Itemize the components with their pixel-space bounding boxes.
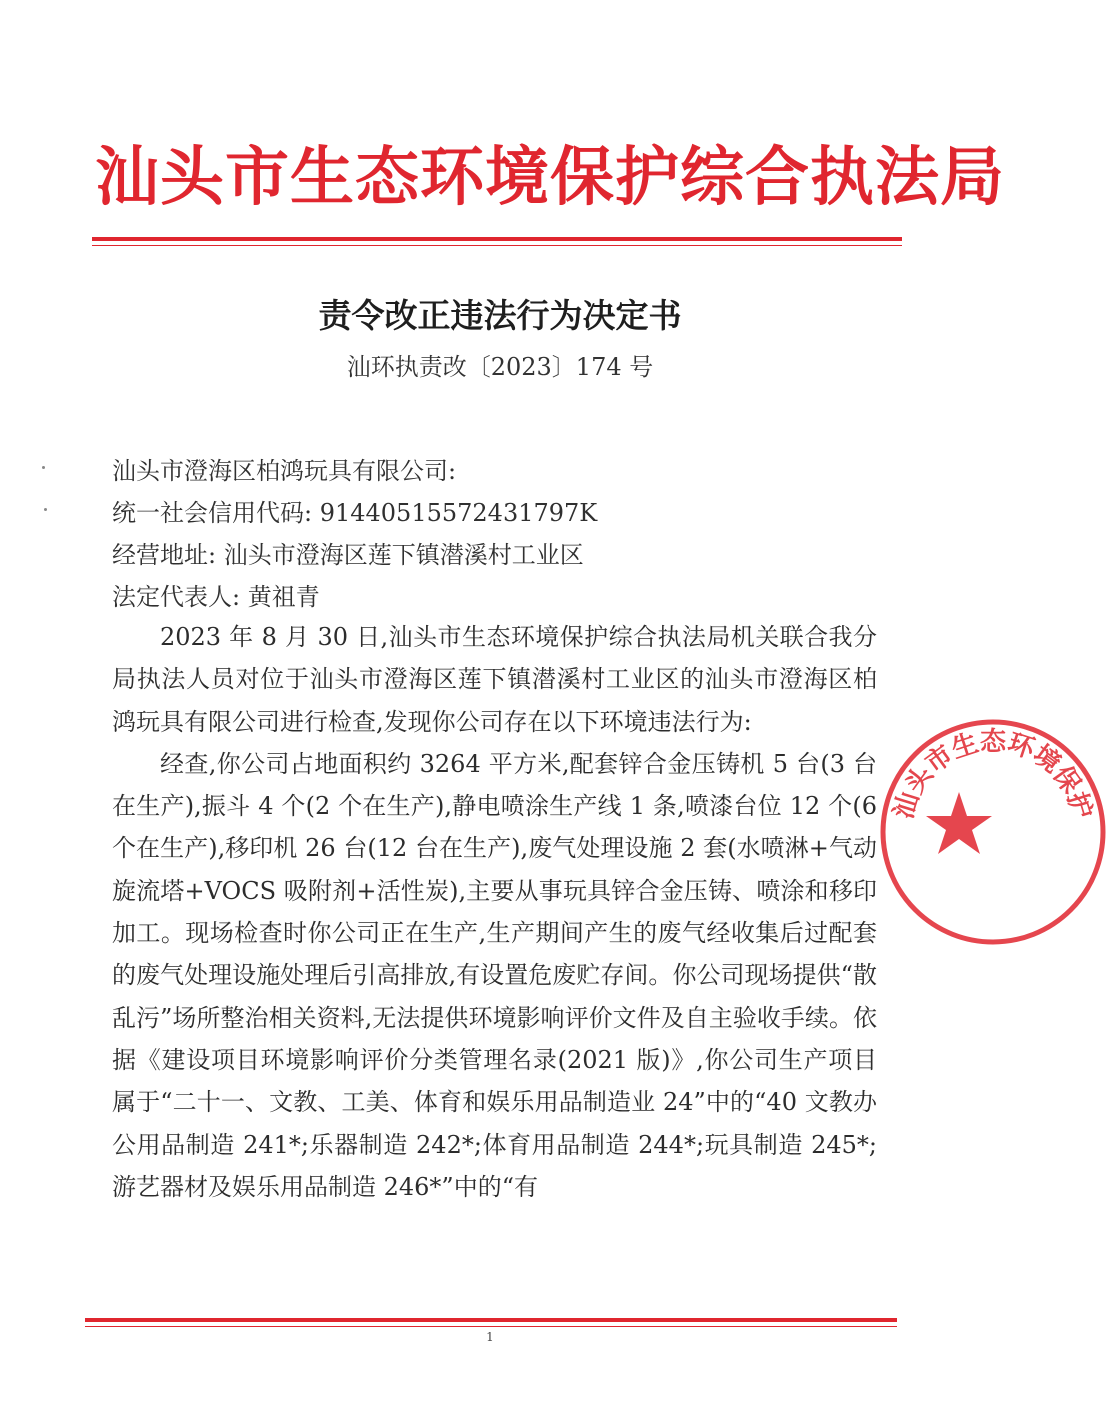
body-paragraph: 经查,你公司占地面积约 3264 平方米,配套锌合金压铸机 5 台(3 台在生产),振斗 4 个(2 个在生产),静电喷涂生产线 1 条,喷漆台位 12 个(6 个在生产),移印机 26 台(12 台在生产),废气处理设施 2 套(水喷淋+气动旋流塔+VOCS 吸附剂+活性炭),主要从事玩具锌合金压铸、喷涂和移印加工。现场检查时你公司正在生产,生产期间产生的废气经收集后过配套的废气处理设施处理后引高排放,有设置危废贮存间。你公司现场提供“散乱污”场所整治相关资料,无法提供环境影响评价文件及自主验收手续。依据《建设项目环境影响评价分类管理名录(2021 版)》,你公司生产项目属于“二十一、文教、工美、体育和娱乐用品制造业 24”中的“40 文教办公用品制造 241*;乐器制造 242*;体育用品制造 244*;玩具制造 245*;游艺器材及娱乐用品制造 246*”中的“有 [112, 749, 877, 1201]
page-number: 1 [486, 1330, 494, 1344]
body-paragraph: 2023 年 8 月 30 日,汕头市生态环境保护综合执法局机关联合我分局执法人员对位于汕头市澄海区莲下镇潜溪村工业区的汕头市澄海区柏鸿玩具有限公司进行检查,发现你公司存在以下环境违法行为: [112, 623, 877, 736]
footer-red-rule-thick [85, 1318, 897, 1322]
svg-text:汕头市生态环境保护: 汕头市生态环境保护 [888, 727, 1098, 823]
recipient-block [112, 450, 892, 618]
recipient-address: 经营地址: 汕头市澄海区莲下镇潜溪村工业区 [112, 541, 584, 569]
document-title: 责令改正违法行为决定书 [318, 296, 682, 335]
header-red-rule-thin [92, 245, 902, 246]
scan-speck [44, 508, 47, 511]
header-red-rule-thick [92, 237, 902, 241]
recipient-credit-code: 统一社会信用代码: 91440515572431797K [112, 499, 598, 527]
scan-speck [42, 466, 45, 469]
body-text [112, 616, 877, 1208]
document-number: 汕环执责改〔2023〕174 号 [346, 353, 654, 381]
official-seal-stamp [873, 712, 1113, 952]
recipient-company: 汕头市澄海区柏鸿玩具有限公司: [112, 457, 457, 485]
recipient-legal-rep: 法定代表人: 黄祖青 [112, 583, 320, 611]
footer-red-rule-thin [85, 1326, 897, 1327]
agency-name-header: 汕头市生态环境保护综合执法局 [95, 140, 1005, 215]
